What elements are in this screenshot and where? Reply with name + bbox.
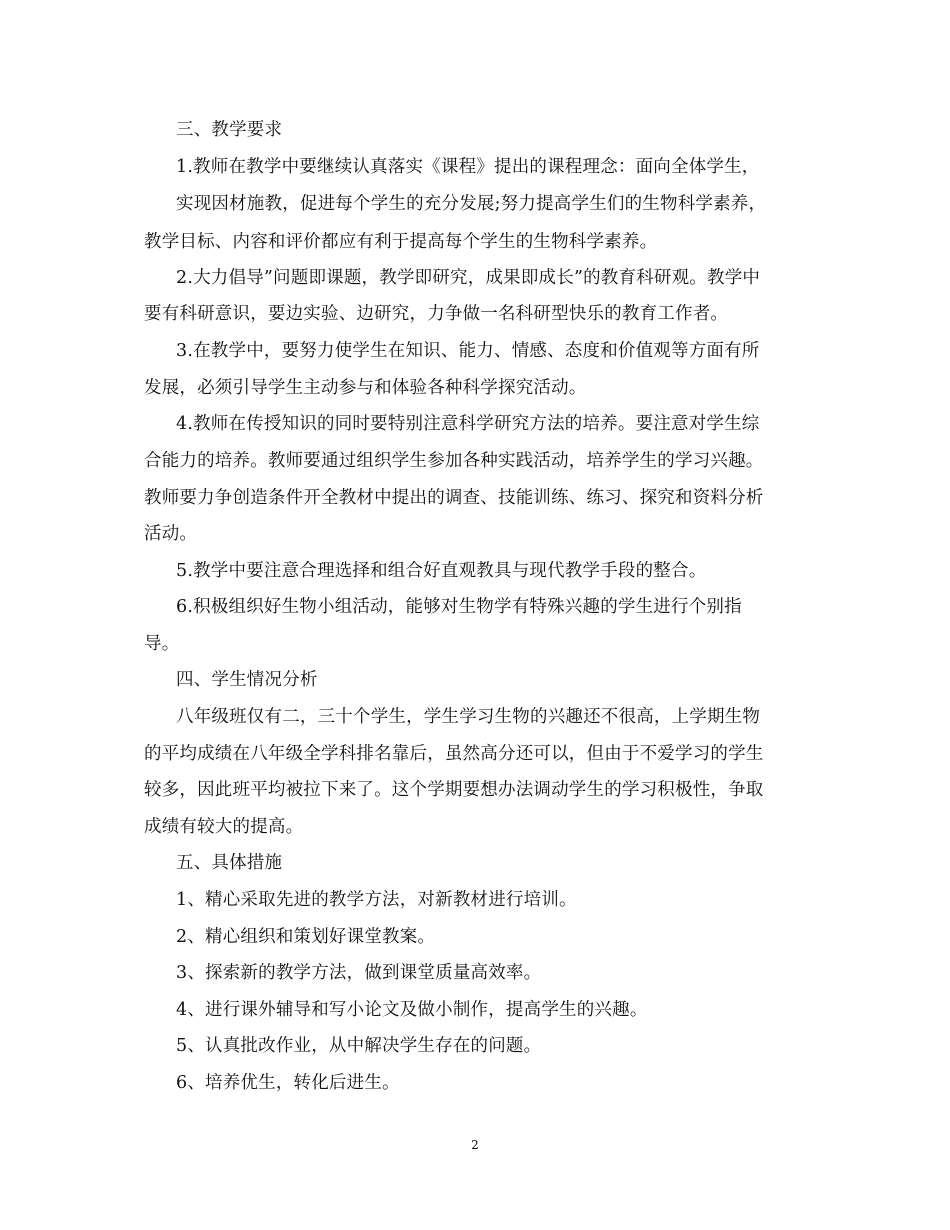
section-heading-teaching-requirements: 三、教学要求 bbox=[176, 120, 283, 140]
measure-item-4: 4、进行课外辅导和写小论文及做小制作，提高学生的兴趣。 bbox=[176, 1000, 648, 1020]
measure-item-5: 5、认真批改作业，从中解决学生存在的问题。 bbox=[176, 1036, 542, 1056]
requirement-1-line-2: 实现因材施教，促进每个学生的充分发展;努力提高学生们的生物科学素养， bbox=[176, 194, 767, 214]
requirement-3-line-1: 3.在教学中，要努力使学生在知识、能力、情感、态度和价值观等方面有所 bbox=[176, 341, 760, 361]
student-analysis-line-4: 成绩有较大的提高。 bbox=[144, 817, 304, 837]
requirement-6-line-2: 导。 bbox=[144, 634, 180, 654]
student-analysis-line-2: 的平均成绩在八年级全学科排名靠后，虽然高分还可以，但由于不爱学习的学生 bbox=[144, 744, 764, 764]
measure-item-1: 1、精心采取先进的教学方法，对新教材进行培训。 bbox=[176, 890, 577, 910]
requirement-2-line-1: 2.大力倡导”问题即课题，教学即研究，成果即成长”的教育科研观。教学中 bbox=[176, 268, 761, 288]
page-number: 2 bbox=[471, 1138, 479, 1152]
requirement-3-line-2: 发展，必须引导学生主动参与和体验各种科学探究活动。 bbox=[144, 378, 587, 398]
requirement-4-line-4: 活动。 bbox=[144, 524, 198, 544]
measure-item-3: 3、探索新的教学方法，做到课堂质量高效率。 bbox=[176, 963, 542, 983]
measure-item-6: 6、培养优生，转化后进生。 bbox=[176, 1073, 400, 1093]
student-analysis-line-1: 八年级班仅有二，三十个学生，学生学习生物的兴趣还不很高，上学期生物 bbox=[176, 707, 761, 727]
requirement-4-line-2: 合能力的培养。教师要通过组织学生参加各种实践活动，培养学生的学习兴趣。 bbox=[144, 451, 764, 471]
requirement-6-line-1: 6.积极组织好生物小组活动，能够对生物学有特殊兴趣的学生进行个别指 bbox=[176, 597, 742, 617]
requirement-2-line-2: 要有科研意识，要边实验、边研究，力争做一名科研型快乐的教育工作者。 bbox=[144, 304, 729, 324]
requirement-5-line-1: 5.教学中要注意合理选择和组合好直观教具与现代教学手段的整合。 bbox=[176, 561, 707, 581]
requirement-1-line-3: 教学目标、内容和评价都应有利于提高每个学生的生物科学素养。 bbox=[144, 232, 658, 252]
section-heading-student-analysis: 四、学生情况分析 bbox=[176, 670, 318, 690]
requirement-1-line-1: 1.教师在教学中要继续认真落实《课程》提出的课程理念：面向全体学生， bbox=[176, 157, 760, 177]
student-analysis-line-3: 较多，因此班平均被拉下来了。这个学期要想办法调动学生的学习积极性，争取 bbox=[144, 780, 764, 800]
requirement-4-line-1: 4.教师在传授知识的同时要特别注意科学研究方法的培养。要注意对学生综 bbox=[176, 414, 760, 434]
measure-item-2: 2、精心组织和策划好课堂教案。 bbox=[176, 927, 436, 947]
requirement-4-line-3: 教师要力争创造条件开全教材中提出的调查、技能训练、练习、探究和资料分析 bbox=[144, 488, 764, 508]
section-heading-measures: 五、具体措施 bbox=[176, 853, 283, 873]
